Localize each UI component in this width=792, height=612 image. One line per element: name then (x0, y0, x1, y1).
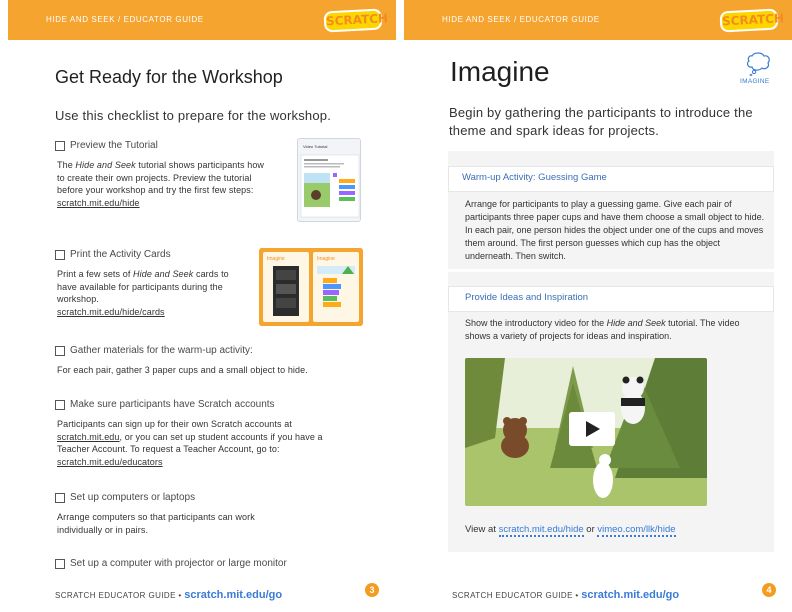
view-at-line (465, 524, 676, 535)
checklist-heading: Make sure participants have Scratch accounts (70, 399, 275, 410)
scratch-logo-right: SCRATCH (719, 8, 778, 32)
activity-cards-thumbnail (259, 248, 363, 326)
checklist-heading: Set up a computer with projector or large monitor (70, 558, 287, 569)
left-header (8, 0, 396, 40)
text-part: The (57, 160, 76, 170)
hide-link[interactable]: scratch.mit.edu/hide (498, 524, 584, 535)
footer-label: SCRATCH EDUCATOR GUIDE • (452, 591, 579, 600)
text-part: Show the introductory video for the (465, 318, 607, 328)
section-title-imagine: Imagine (450, 56, 550, 87)
checkbox[interactable] (55, 141, 65, 151)
imagine-intro: Begin by gathering the participants to introduce the theme and spark ideas for projects. (449, 105, 753, 138)
ideas-title: Provide Ideas and Inspiration (465, 292, 589, 303)
tutorial-thumbnail (297, 138, 361, 222)
or-text: or (583, 524, 598, 535)
checklist-item-cards[interactable] (55, 249, 171, 260)
cards-link[interactable]: scratch.mit.edu/hide/cards (57, 306, 165, 317)
footer-link[interactable]: scratch.mit.edu/go (581, 589, 680, 601)
imagine-badge-label: IMAGINE (740, 78, 770, 85)
page-number: 4 (762, 583, 776, 597)
left-footer (55, 589, 282, 601)
checklist-item-projector[interactable] (55, 558, 287, 569)
checklist-heading: Gather materials for the warm-up activity: (70, 345, 253, 356)
thumb-title: Video Tutorial (303, 144, 328, 149)
materials-text: For each pair, gather 3 paper cups and a small object to hide. (57, 365, 308, 375)
imagine-badge (740, 52, 776, 88)
footer-label: SCRATCH EDUCATOR GUIDE • (55, 591, 182, 600)
accounts-text (57, 418, 337, 468)
right-header-text: HIDE AND SEEK / EDUCATOR GUIDE (442, 15, 600, 24)
checkbox[interactable] (55, 250, 65, 260)
page-intro: Use this checklist to prepare for the workshop. (55, 108, 332, 123)
checkbox[interactable] (55, 559, 65, 569)
footer-link[interactable]: scratch.mit.edu/go (184, 589, 283, 601)
checklist-item-preview[interactable] (55, 140, 158, 151)
text-part-italic: Hide and Seek (75, 160, 136, 170)
vimeo-link[interactable]: vimeo.com/llk/hide (597, 524, 676, 535)
checklist-item-accounts[interactable] (55, 399, 275, 410)
page-number: 3 (365, 583, 379, 597)
tutorial-thumbnail-graphic (298, 139, 361, 222)
checklist-heading: Print the Activity Cards (70, 249, 171, 260)
card-label-2: Imagine (317, 256, 335, 262)
card-label-1: Imagine (267, 256, 285, 262)
warmup-title: Warm-up Activity: Guessing Game (462, 172, 607, 183)
play-button[interactable] (569, 412, 615, 446)
right-footer (452, 589, 679, 601)
computers-text: Arrange computers so that participants can work individually or in pairs. (57, 512, 255, 535)
text-part: , or you can set up student accounts if you have a Teacher Account. To request a Teacher Account, go to: (57, 431, 323, 455)
cards-text (57, 268, 242, 318)
text-part: tutorial shows participants how to create their own projects. Preview the tutorial before your workshop and try the first few steps: (57, 160, 265, 196)
checkbox[interactable] (55, 400, 65, 410)
ideas-text (465, 317, 765, 343)
right-header (404, 0, 792, 40)
preview-text (57, 159, 265, 209)
checkbox[interactable] (55, 493, 65, 503)
checklist-item-materials[interactable] (55, 345, 253, 356)
text-part-italic: Hide and Seek (606, 318, 666, 328)
tutorial-link[interactable]: scratch.mit.edu/hide (57, 197, 140, 208)
checklist-heading: Preview the Tutorial (70, 140, 158, 151)
text-part: Participants can sign up for their own Scratch accounts at (57, 419, 292, 429)
thought-bubble-icon (740, 52, 776, 76)
play-icon (569, 412, 615, 446)
checklist-item-computers[interactable] (55, 492, 195, 503)
left-header-text: HIDE AND SEEK / EDUCATOR GUIDE (46, 15, 204, 24)
scratch-link[interactable]: scratch.mit.edu (57, 431, 120, 442)
checklist-heading: Set up computers or laptops (70, 492, 196, 503)
page-title: Get Ready for the Workshop (55, 67, 283, 87)
text-part: tutorial. The video shows a variety of projects for ideas and inspiration. (465, 318, 740, 341)
text-part: Print a few sets of (57, 269, 134, 279)
text-part-italic: Hide and Seek (133, 269, 194, 279)
educators-link[interactable]: scratch.mit.edu/educators (57, 456, 163, 467)
activity-cards-graphic (259, 248, 363, 326)
checkbox[interactable] (55, 346, 65, 356)
warmup-text: Arrange for participants to play a guessing game. Give each pair of participants three paper cups and have them choose a small object to hide. In each pair, one person hides the object under one of the cups and moves them around. The first person guesses which cup has the object underneath. Then switch. (465, 199, 765, 261)
text-part: cards to have available for participants during the workshop. (57, 269, 229, 305)
scratch-logo: SCRATCH (323, 8, 382, 32)
view-at-label: View at (465, 524, 499, 535)
